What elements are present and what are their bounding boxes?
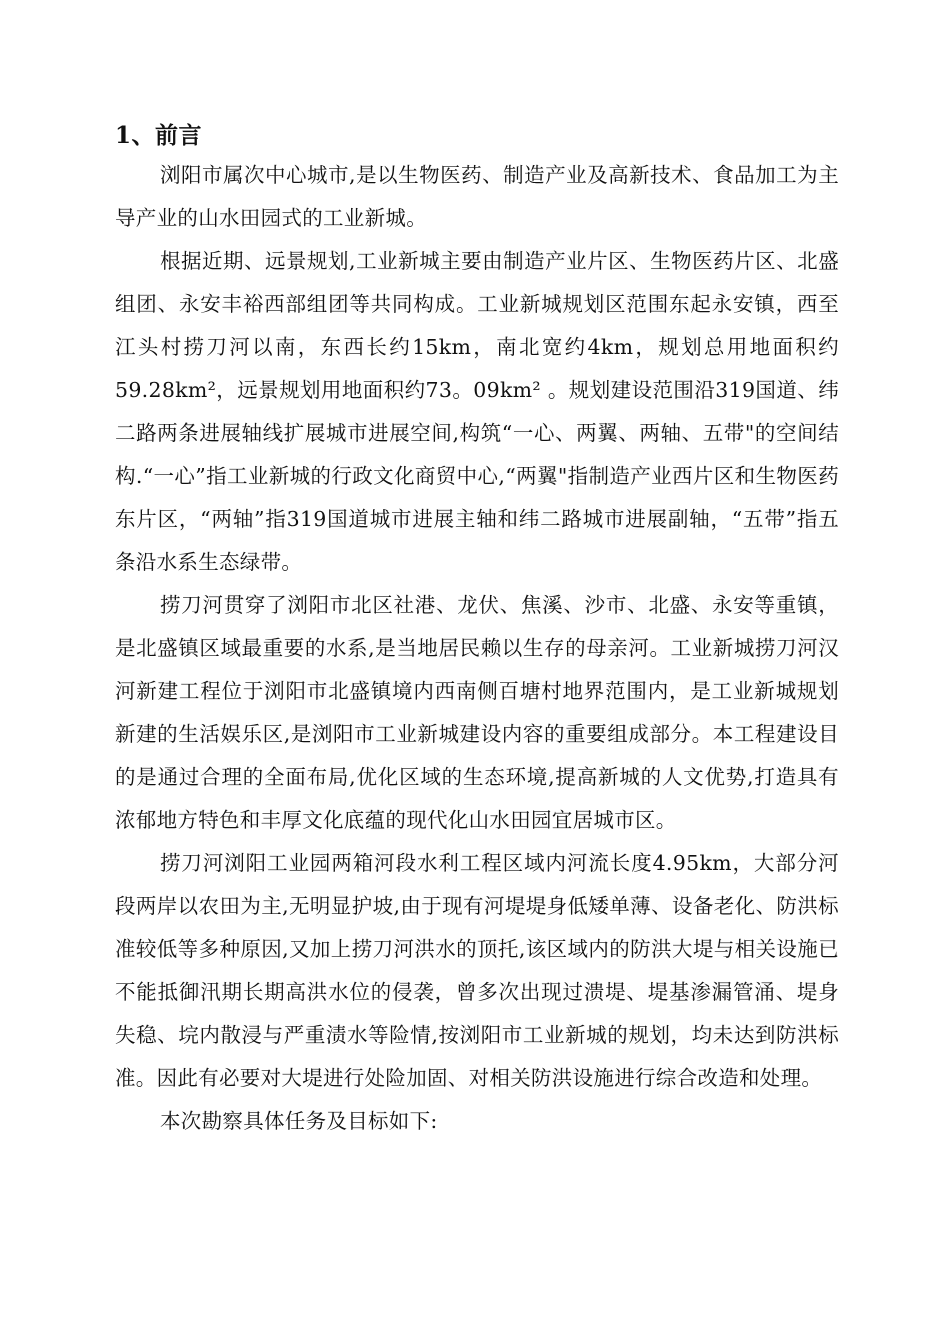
paragraph-flood-control: 捞刀河浏阳工业园两箱河段水利工程区域内河流长度4.95km，大部分河段两岸以农田为主,无明显护坡,由于现有河堤堤身低矮单薄、设备老化、防洪标准较低等多种原因,又加上捞刀河洪水的顶托,该区域内的防洪大堤与相关设施已不能抵御汛期长期高洪水位的侵袭，曾多次出现过溃堤、堤基渗漏管涌、堤身失稳、垸内散浸与严重渍水等险情,按浏阳市工业新城的规划，均未达到防洪标准。因此有必要对大堤进行处险加固、对相关防洪设施进行综合改造和处理。 bbox=[115, 851, 839, 1090]
paragraph-planning: 根据近期、远景规划,工业新城主要由制造产业片区、生物医药片区、北盛组团、永安丰裕西部组团等共同构成。工业新城规划区范围东起永安镇，西至江头村捞刀河以南，东西长约15km，南北宽约4km，规划总用地面积约59.28km²，远景规划用地面积约73。09km² 。规划建设范围沿319国道、纬二路两条进展轴线扩展城市进展空间,构筑“一心、两翼、两轴、五带"的空间结构.“一心”指工业新城的行政文化商贸中心,“两翼"指制造产业西片区和生物医药东片区，“两轴”指319国道城市进展主轴和纬二路城市进展副轴，“五带”指五条沿水系生态绿带。 bbox=[115, 249, 839, 574]
paragraph-task-intro: 本次勘察具体任务及目标如下: bbox=[160, 1109, 438, 1133]
paragraph-intro: 浏阳市属次中心城市,是以生物医药、制造产业及高新技术、食品加工为主导产业的山水田园式的工业新城。 bbox=[115, 163, 839, 230]
document-body bbox=[115, 118, 839, 1143]
section-heading: 1、前言 bbox=[115, 122, 203, 149]
paragraph-river: 捞刀河贯穿了浏阳市北区社港、龙伏、焦溪、沙市、北盛、永安等重镇，是北盛镇区域最重要的水系,是当地居民赖以生存的母亲河。工业新城捞刀河汉河新建工程位于浏阳市北盛镇境内西南侧百塘村地界范围内，是工业新城规划新建的生活娱乐区,是浏阳市工业新城建设内容的重要组成部分。本工程建设目的是通过合理的全面布局,优化区域的生态环境,提高新城的人文优势,打造具有浓郁地方特色和丰厚文化底蕴的现代化山水田园宜居城市区。 bbox=[115, 593, 839, 832]
